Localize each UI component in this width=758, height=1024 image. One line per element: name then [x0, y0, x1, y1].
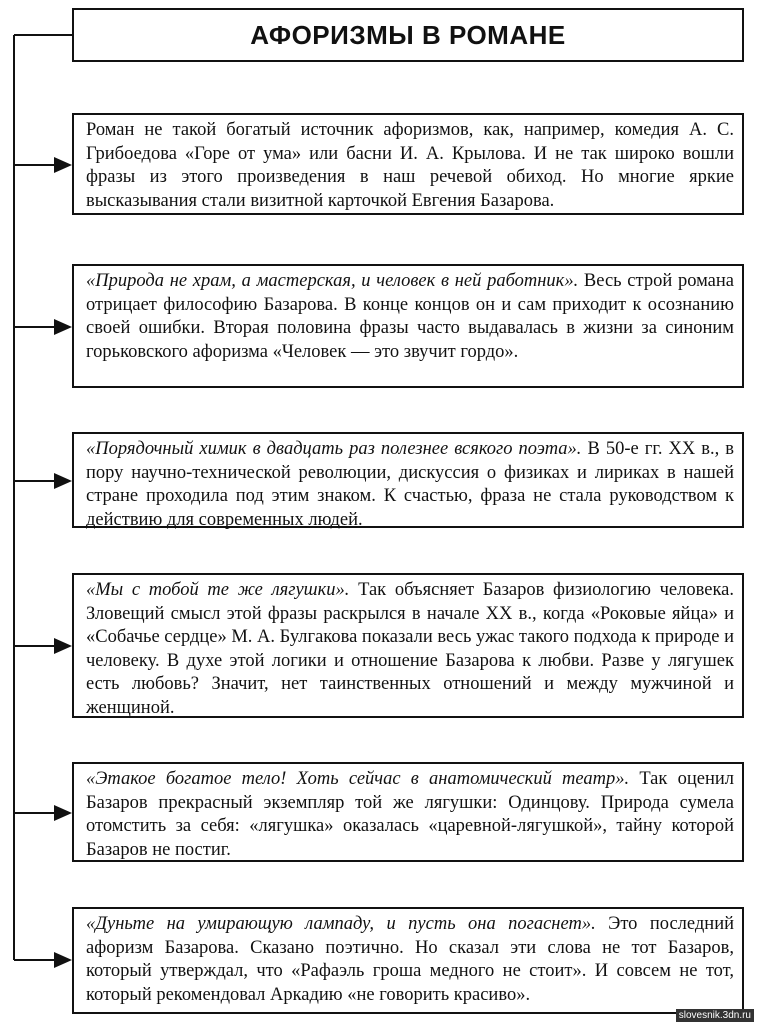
arrow-head-6: [54, 952, 72, 968]
block-quote: «Мы с тобой те же лягушки».: [86, 580, 350, 600]
watermark: slovesnik.3dn.ru: [676, 1009, 754, 1022]
block-text: Роман не такой богатый источник афоризмов, как, например, комедия А. С. Грибоедова «Горе от ума» или басни И. А. Крылова. И не так широко вошли фразы из этого произведения в наш речевой обиход. Но многие яркие высказывания стали визитной карточкой Евгения Базарова.: [86, 120, 734, 211]
aphorism-block-frogs: [72, 573, 744, 718]
block-quote: «Этакое богатое тело! Хоть сейчас в анатомический театр».: [86, 769, 630, 789]
page-title: АФОРИЗМЫ В РОМАНЕ: [250, 19, 566, 50]
title-box: [72, 8, 744, 62]
aphorism-block-lamp: [72, 907, 744, 1014]
aphorism-block-chemist: [72, 432, 744, 528]
block-text: Это последний афоризм Базарова. Сказано поэтично. Но сказал эти слова не тот Базаров, который утверждал, что «Рафаэль гроша медного не стоит». И совсем не тот, который рекомендовал Аркадию «не говорить красиво».: [86, 914, 734, 1005]
block-text: Так оценил Базаров прекрасный экземпляр той же лягушки: Одинцову. Природа сумела отомстить за себя: «лягушка» оказалась «царевной-лягушкой», тайну которой Базаров не постиг.: [86, 769, 734, 860]
block-text: В 50-е гг. XX в., в пору научно-технической революции, дискуссия о физиках и лириках в нашей стране проходила под этим знаком. К счастью, фраза не стала руководством к действию для современных людей.: [86, 439, 734, 530]
arrow-head-3: [54, 473, 72, 489]
block-quote: «Порядочный химик в двадцать раз полезнее всякого поэта».: [86, 439, 582, 459]
arrow-head-5: [54, 805, 72, 821]
block-quote: «Природа не храм, а мастерская, и человек в ней работник».: [86, 271, 579, 291]
block-text: Так объясняет Базаров физиологию человека. Зловещий смысл этой фразы раскрылся в начале XX в., когда «Роковые яйца» и «Собачье сердце» М. А. Булгакова показали весь ужас такого подхода к природе и человеку. В духе этой логики и отношение Базарова к любви. Разве у лягушек есть любовь? Значит, нет таинственных отношений и между мужчиной и женщиной.: [86, 580, 734, 718]
arrow-head-1: [54, 157, 72, 173]
aphorism-block-body: [72, 762, 744, 862]
arrow-head-4: [54, 638, 72, 654]
aphorism-block-intro: [72, 113, 744, 215]
block-quote: «Дуньте на умирающую лампаду, и пусть она погаснет».: [86, 914, 596, 934]
block-text: Весь строй романа отрицает философию Базарова. В конце концов он и сам приходит к осознанию своей ошибки. Вторая половина фразы часто выдавалась в жизни за синоним горьковского афоризма «Человек — это звучит гордо».: [86, 271, 734, 362]
arrow-head-2: [54, 319, 72, 335]
aphorism-block-nature: [72, 264, 744, 388]
